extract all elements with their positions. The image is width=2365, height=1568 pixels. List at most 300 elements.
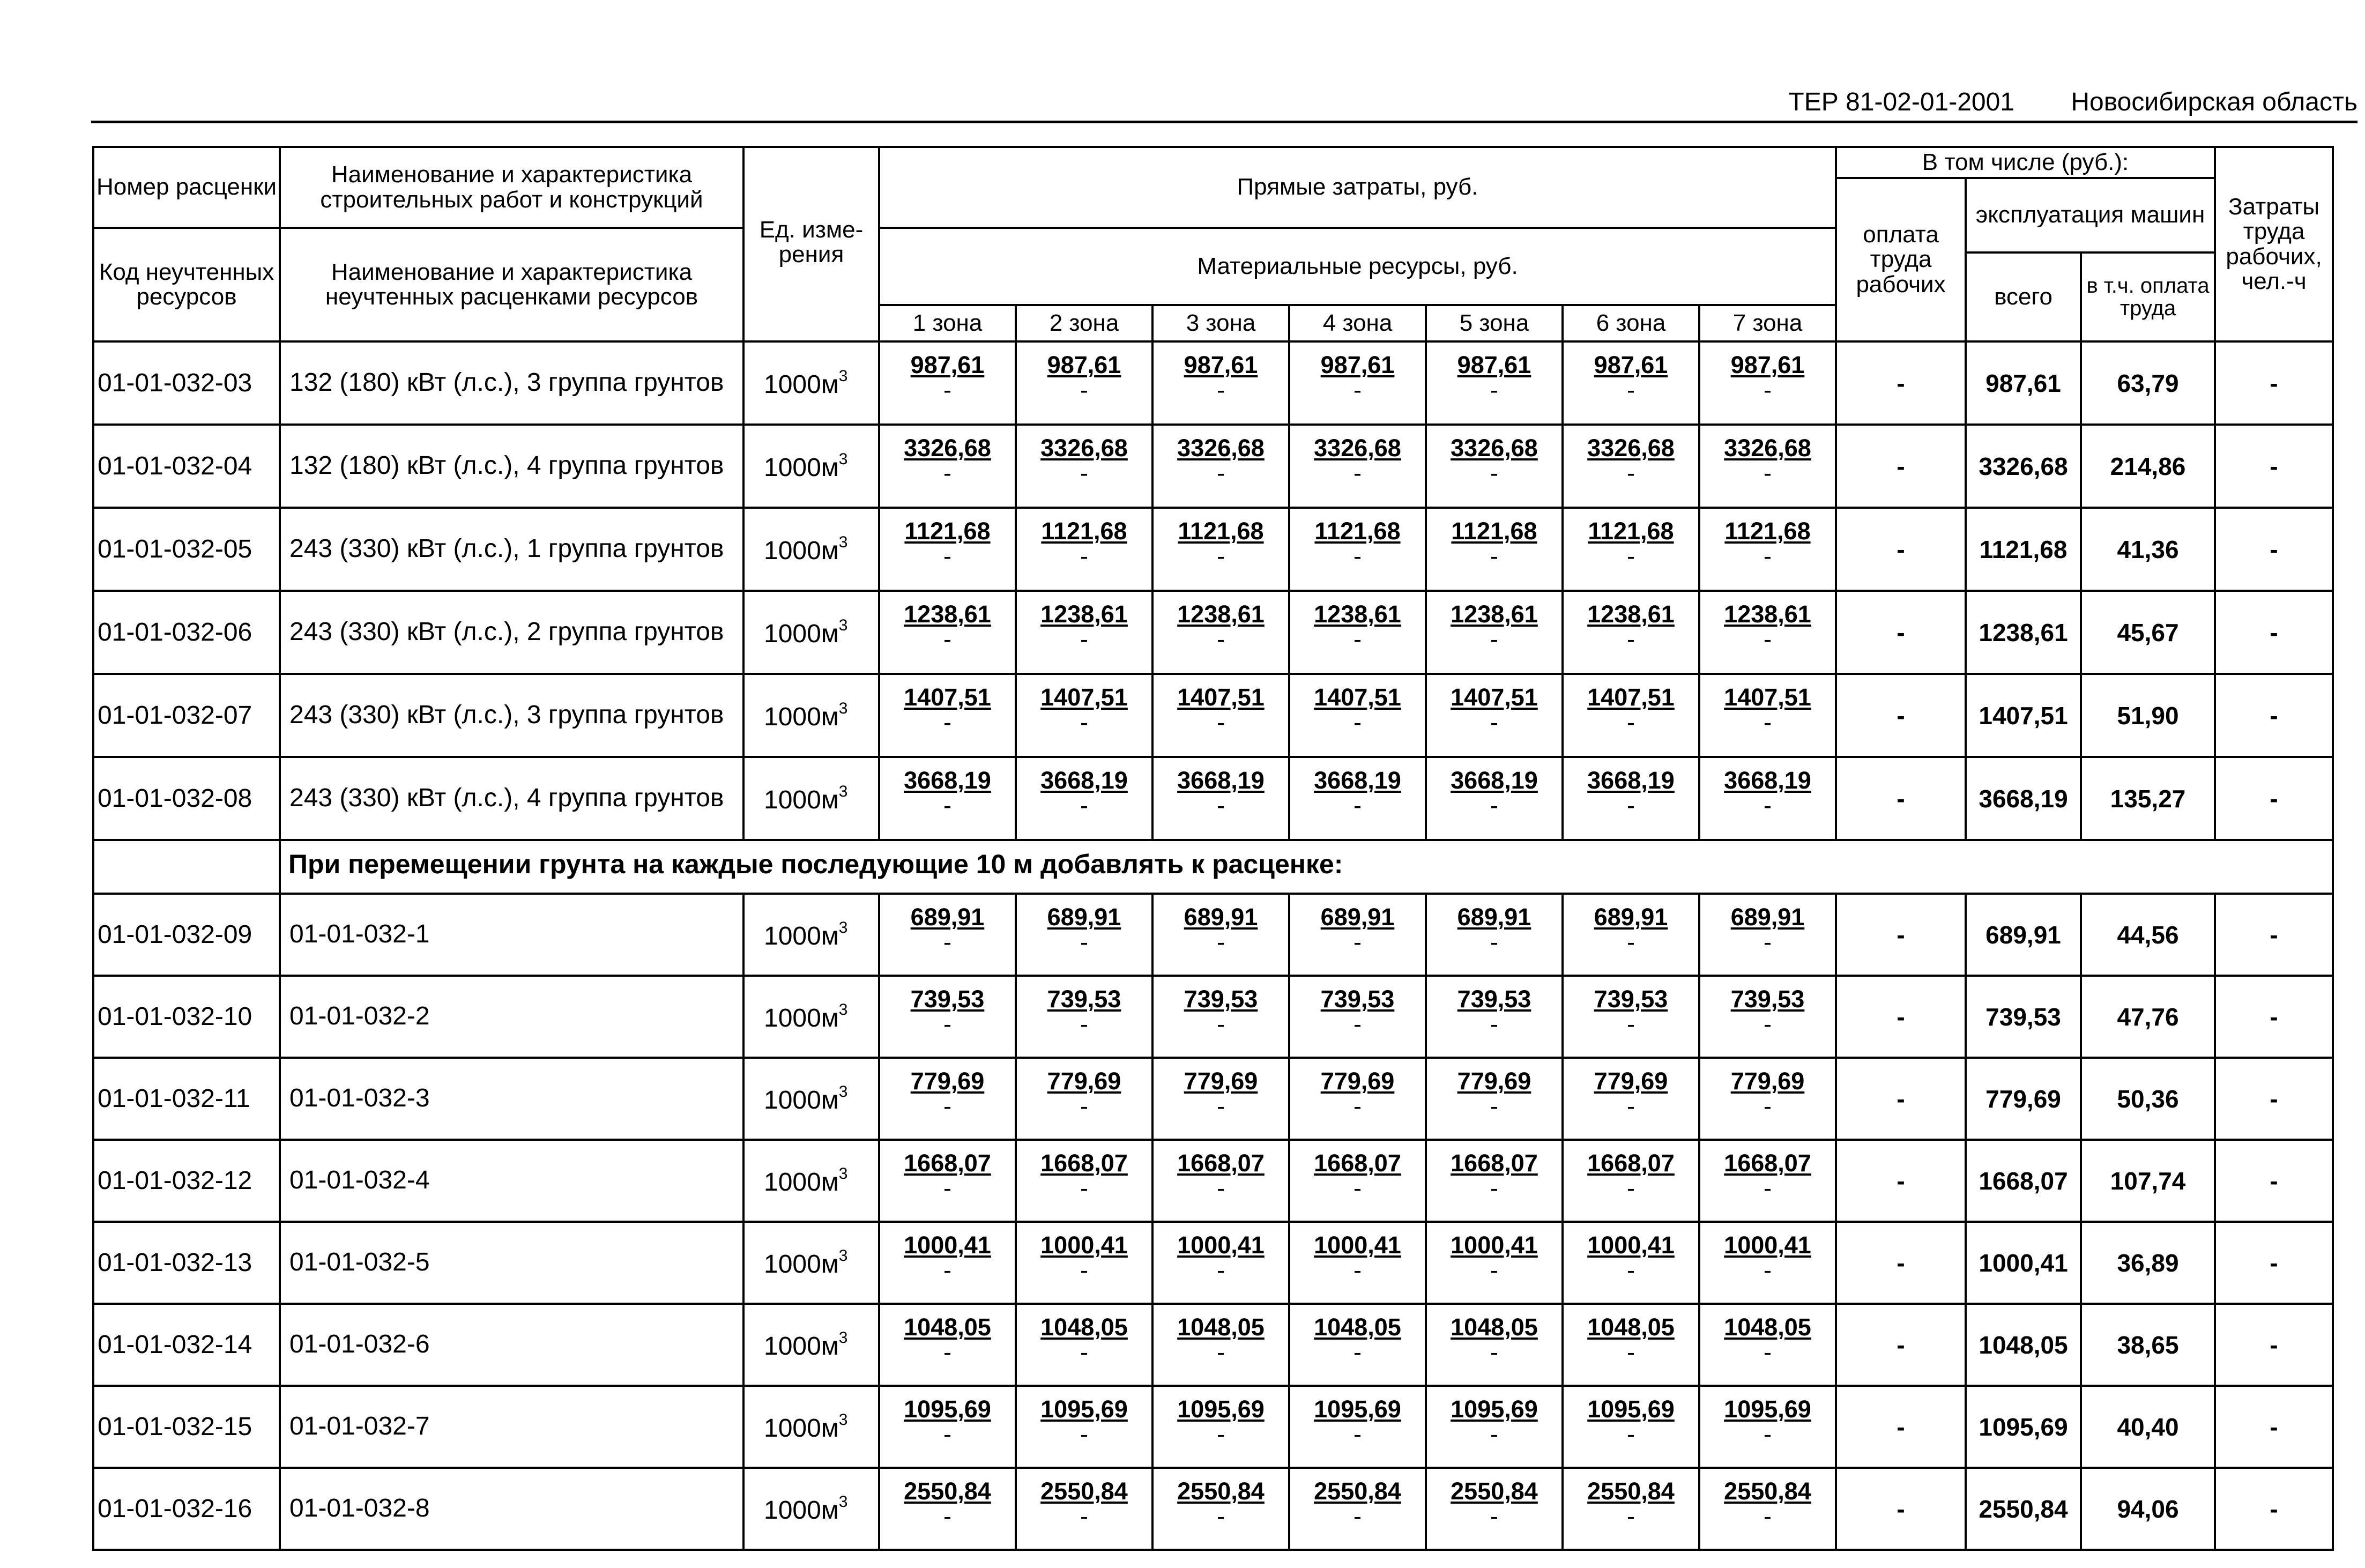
- rate-name: 01-01-032-5: [280, 1222, 743, 1304]
- direct-cost-value: 1668,07: [1040, 1149, 1128, 1177]
- zone-6-value: [1563, 757, 1699, 840]
- zone-5-value: [1426, 341, 1563, 425]
- direct-cost-value: 2550,84: [1587, 1477, 1675, 1505]
- header-labor-pay: оплата труда рабочих: [1836, 178, 1966, 341]
- material-cost-value: -: [1353, 626, 1362, 653]
- machine-labor-value: 45,67: [2081, 591, 2215, 674]
- rate-name: 01-01-032-2: [280, 976, 743, 1058]
- direct-cost-value: 739,53: [1594, 985, 1668, 1013]
- machine-total-value: 1407,51: [1966, 674, 2081, 757]
- header-zone-3: 3 зона: [1152, 305, 1289, 341]
- machine-total-value: 3668,19: [1966, 757, 2081, 840]
- zone-7-value: [1699, 1058, 1836, 1140]
- unit-exponent: 3: [838, 700, 848, 717]
- direct-cost-value: 2550,84: [904, 1477, 991, 1505]
- direct-cost-value: 2550,84: [1314, 1477, 1401, 1505]
- machine-labor-value: 36,89: [2081, 1222, 2215, 1304]
- zone-7-value: [1699, 1140, 1836, 1222]
- direct-cost-value: 689,91: [1320, 903, 1395, 931]
- zone-3-value: [1152, 508, 1289, 591]
- machine-total-value: 739,53: [1966, 976, 2081, 1058]
- machine-total-value: 1095,69: [1966, 1386, 2081, 1468]
- direct-cost-value: 1121,68: [1724, 517, 1811, 545]
- header-machine-labor-pay: в т.ч. оплата труда: [2081, 252, 2215, 341]
- machine-labor-value: 94,06: [2081, 1468, 2215, 1550]
- material-cost-value: -: [1080, 1093, 1088, 1120]
- zone-2-value: [1016, 1140, 1152, 1222]
- direct-cost-value: 1095,69: [1451, 1395, 1538, 1423]
- zone-7-value: [1699, 508, 1836, 591]
- direct-cost-value: 779,69: [1594, 1067, 1668, 1095]
- material-cost-value: -: [943, 1175, 951, 1202]
- zone-7-value: [1699, 674, 1836, 757]
- material-cost-value: -: [1080, 1257, 1088, 1284]
- rows-top: [93, 341, 2333, 840]
- zone-5-value: [1426, 757, 1563, 840]
- labor-hours-value: -: [2215, 1468, 2333, 1550]
- direct-cost-value: 1095,69: [1724, 1395, 1811, 1423]
- direct-cost-value: 1095,69: [904, 1395, 991, 1423]
- direct-cost-value: 689,91: [1184, 903, 1258, 931]
- zone-2-value: [1016, 1468, 1152, 1550]
- unit-base: 1000м: [764, 620, 839, 648]
- machine-labor-value: 41,36: [2081, 508, 2215, 591]
- direct-cost-value: 1048,05: [1587, 1313, 1675, 1341]
- direct-cost-value: 987,61: [1184, 351, 1258, 378]
- zone-2-value: [1016, 1222, 1152, 1304]
- labor-pay-value: -: [1836, 591, 1966, 674]
- unit-base: 1000м: [764, 454, 839, 482]
- rate-code: 01-01-032-10: [93, 976, 280, 1058]
- rate-code: 01-01-032-15: [93, 1386, 280, 1468]
- material-cost-value: -: [1080, 1503, 1088, 1530]
- material-cost-value: -: [1217, 1093, 1225, 1120]
- header-including: В том числе (руб.):: [1836, 147, 2215, 178]
- material-cost-value: -: [943, 1339, 951, 1366]
- direct-cost-value: 1668,07: [904, 1149, 991, 1177]
- unit-base: 1000м: [764, 537, 839, 565]
- machine-total-value: 1000,41: [1966, 1222, 2081, 1304]
- rate-code: 01-01-032-14: [93, 1304, 280, 1386]
- zone-6-value: [1563, 1222, 1699, 1304]
- zone-7-value: [1699, 1304, 1836, 1386]
- machine-total-value: 1048,05: [1966, 1304, 2081, 1386]
- material-cost-value: -: [1764, 1093, 1772, 1120]
- direct-cost-value: 3668,19: [1177, 767, 1265, 794]
- rate-code: 01-01-032-04: [93, 425, 280, 508]
- zone-6-value: [1563, 1468, 1699, 1550]
- unit-cell: [743, 1058, 879, 1140]
- material-cost-value: -: [1080, 459, 1088, 487]
- direct-cost-value: 689,91: [1047, 903, 1121, 931]
- zone-3-value: [1152, 1222, 1289, 1304]
- material-cost-value: -: [1490, 1339, 1498, 1366]
- unit-cell: [743, 1140, 879, 1222]
- labor-pay-value: -: [1836, 976, 1966, 1058]
- direct-cost-value: 1000,41: [1040, 1231, 1128, 1259]
- header-zone-4: 4 зона: [1289, 305, 1426, 341]
- material-cost-value: -: [1490, 1010, 1498, 1038]
- labor-hours-value: -: [2215, 508, 2333, 591]
- labor-pay-value: -: [1836, 425, 1966, 508]
- direct-cost-value: 1048,05: [1040, 1313, 1128, 1341]
- zone-5-value: [1426, 976, 1563, 1058]
- material-cost-value: -: [943, 1010, 951, 1038]
- direct-cost-value: 1407,51: [904, 683, 991, 711]
- table-row: [93, 591, 2333, 674]
- direct-cost-value: 1238,61: [1314, 600, 1401, 628]
- material-cost-value: -: [1627, 1339, 1635, 1366]
- direct-cost-value: 1048,05: [1451, 1313, 1538, 1341]
- zone-2-value: [1016, 1304, 1152, 1386]
- table-row: [93, 1304, 2333, 1386]
- machine-total-value: 1121,68: [1966, 508, 2081, 591]
- zone-4-value: [1289, 1140, 1426, 1222]
- direct-cost-value: 987,61: [910, 351, 985, 378]
- unit-exponent: 3: [838, 533, 848, 551]
- material-cost-value: -: [1764, 1257, 1772, 1284]
- material-cost-value: -: [1490, 1421, 1498, 1448]
- zone-4-value: [1289, 976, 1426, 1058]
- zone-4-value: [1289, 757, 1426, 840]
- labor-hours-value: -: [2215, 1222, 2333, 1304]
- material-cost-value: -: [1764, 928, 1772, 956]
- material-cost-value: -: [943, 1421, 951, 1448]
- direct-cost-value: 1121,68: [1588, 517, 1674, 545]
- labor-pay-value: -: [1836, 1386, 1966, 1468]
- direct-cost-value: 689,91: [1457, 903, 1531, 931]
- header-zone-6: 6 зона: [1563, 305, 1699, 341]
- machine-labor-value: 51,90: [2081, 674, 2215, 757]
- direct-cost-value: 1668,07: [1451, 1149, 1538, 1177]
- material-cost-value: -: [1080, 928, 1088, 956]
- material-cost-value: -: [943, 543, 951, 570]
- unit-cell: [743, 425, 879, 508]
- material-cost-value: -: [1217, 543, 1225, 570]
- unit-cell: [743, 757, 879, 840]
- material-cost-value: -: [1627, 928, 1635, 956]
- labor-pay-value: -: [1836, 674, 1966, 757]
- zone-7-value: [1699, 976, 1836, 1058]
- unit-cell: [743, 1304, 879, 1386]
- direct-cost-value: 739,53: [1730, 985, 1805, 1013]
- rate-code: 01-01-032-03: [93, 341, 280, 425]
- direct-cost-value: 3668,19: [1314, 767, 1401, 794]
- machine-total-value: 1668,07: [1966, 1140, 2081, 1222]
- zone-1-value: [879, 1386, 1016, 1468]
- labor-hours-value: -: [2215, 894, 2333, 976]
- rate-code: 01-01-032-08: [93, 757, 280, 840]
- material-cost-value: -: [1080, 376, 1088, 404]
- labor-hours-value: -: [2215, 674, 2333, 757]
- zone-3-value: [1152, 674, 1289, 757]
- zone-4-value: [1289, 894, 1426, 976]
- direct-cost-value: 3326,68: [1040, 434, 1128, 462]
- material-cost-value: -: [1217, 1010, 1225, 1038]
- material-cost-value: -: [943, 459, 951, 487]
- unit-exponent: 3: [838, 616, 848, 634]
- material-cost-value: -: [1490, 928, 1498, 956]
- labor-hours-value: -: [2215, 757, 2333, 840]
- direct-cost-value: 1048,05: [1314, 1313, 1401, 1341]
- zone-4-value: [1289, 1304, 1426, 1386]
- zone-3-value: [1152, 425, 1289, 508]
- unit-cell: [743, 508, 879, 591]
- material-cost-value: -: [1217, 1421, 1225, 1448]
- header-rate-number: Номер расценки: [93, 147, 280, 228]
- material-cost-value: -: [1627, 1421, 1635, 1448]
- table-row: [93, 1386, 2333, 1468]
- labor-hours-value: -: [2215, 341, 2333, 425]
- material-cost-value: -: [1080, 709, 1088, 737]
- header-machine-total: всего: [1966, 252, 2081, 341]
- direct-cost-value: 1095,69: [1040, 1395, 1128, 1423]
- direct-cost-value: 779,69: [910, 1067, 985, 1095]
- labor-hours-value: -: [2215, 1140, 2333, 1222]
- material-cost-value: -: [1490, 459, 1498, 487]
- direct-cost-value: 1000,41: [1314, 1231, 1401, 1259]
- zone-6-value: [1563, 674, 1699, 757]
- material-cost-value: -: [1353, 1257, 1362, 1284]
- zone-7-value: [1699, 341, 1836, 425]
- table-row: [93, 976, 2333, 1058]
- table-row: [93, 425, 2333, 508]
- header-zone-2: 2 зона: [1016, 305, 1152, 341]
- zone-1-value: [879, 1222, 1016, 1304]
- direct-cost-value: 1238,61: [1587, 600, 1675, 628]
- document-code: ТЕР 81-02-01-2001: [1788, 88, 2014, 116]
- labor-hours-value: -: [2215, 591, 2333, 674]
- rate-code: 01-01-032-11: [93, 1058, 280, 1140]
- material-cost-value: -: [1353, 543, 1362, 570]
- material-cost-value: -: [1490, 1175, 1498, 1202]
- unit-exponent: 3: [838, 1165, 848, 1183]
- direct-cost-value: 1121,68: [1041, 517, 1127, 545]
- direct-cost-value: 987,61: [1320, 351, 1395, 378]
- rate-code: 01-01-032-13: [93, 1222, 280, 1304]
- labor-hours-value: -: [2215, 1386, 2333, 1468]
- direct-cost-value: 2550,84: [1451, 1477, 1538, 1505]
- direct-cost-value: 1000,41: [1177, 1231, 1265, 1259]
- zone-4-value: [1289, 1058, 1426, 1140]
- direct-cost-value: 1668,07: [1724, 1149, 1811, 1177]
- material-cost-value: -: [1217, 376, 1225, 404]
- section-note: При перемещении грунта на каждые последующие 10 м добавлять к расценке:: [280, 840, 2333, 894]
- machine-total-value: 779,69: [1966, 1058, 2081, 1140]
- material-cost-value: -: [943, 626, 951, 653]
- material-cost-value: -: [1764, 1175, 1772, 1202]
- table-row: [93, 1468, 2333, 1550]
- section-note-group: [93, 840, 2333, 894]
- zone-2-value: [1016, 1386, 1152, 1468]
- material-cost-value: -: [1217, 928, 1225, 956]
- zone-3-value: [1152, 1058, 1289, 1140]
- header-unaccounted-name: Наименование и характеристика неучтенных расценками ресурсов: [280, 228, 743, 341]
- unit-base: 1000м: [764, 1496, 839, 1525]
- unit-exponent: 3: [838, 1329, 848, 1347]
- material-cost-value: -: [1764, 792, 1772, 820]
- zone-6-value: [1563, 341, 1699, 425]
- machine-labor-value: 38,65: [2081, 1304, 2215, 1386]
- material-cost-value: -: [1217, 459, 1225, 487]
- rate-name: 01-01-032-7: [280, 1386, 743, 1468]
- unit-base: 1000м: [764, 1332, 839, 1361]
- unit-exponent: 3: [838, 1247, 848, 1265]
- table-row: [93, 894, 2333, 976]
- machine-labor-value: 63,79: [2081, 341, 2215, 425]
- zone-6-value: [1563, 1058, 1699, 1140]
- direct-cost-value: 1121,68: [1178, 517, 1264, 545]
- material-cost-value: -: [943, 376, 951, 404]
- material-cost-value: -: [1490, 376, 1498, 404]
- labor-pay-value: -: [1836, 508, 1966, 591]
- direct-cost-value: 1000,41: [1451, 1231, 1538, 1259]
- unit-base: 1000м: [764, 703, 839, 731]
- zone-6-value: [1563, 1304, 1699, 1386]
- material-cost-value: -: [943, 1503, 951, 1530]
- labor-pay-value: -: [1836, 894, 1966, 976]
- material-cost-value: -: [1353, 792, 1362, 820]
- material-cost-value: -: [1217, 626, 1225, 653]
- zone-1-value: [879, 425, 1016, 508]
- zone-3-value: [1152, 341, 1289, 425]
- rate-code: 01-01-032-07: [93, 674, 280, 757]
- direct-cost-value: 779,69: [1730, 1067, 1805, 1095]
- zone-4-value: [1289, 591, 1426, 674]
- machine-total-value: 689,91: [1966, 894, 2081, 976]
- zone-1-value: [879, 976, 1016, 1058]
- direct-cost-value: 1121,68: [904, 517, 991, 545]
- labor-hours-value: -: [2215, 425, 2333, 508]
- zone-3-value: [1152, 1386, 1289, 1468]
- machine-labor-value: 214,86: [2081, 425, 2215, 508]
- zone-1-value: [879, 894, 1016, 976]
- table-row: [93, 674, 2333, 757]
- material-cost-value: -: [1217, 792, 1225, 820]
- zone-1-value: [879, 1304, 1016, 1386]
- zone-6-value: [1563, 591, 1699, 674]
- labor-hours-value: -: [2215, 1058, 2333, 1140]
- labor-pay-value: -: [1836, 757, 1966, 840]
- zone-1-value: [879, 757, 1016, 840]
- material-cost-value: -: [1490, 1093, 1498, 1120]
- unit-base: 1000м: [764, 1086, 839, 1114]
- rate-name: 243 (330) кВт (л.с.), 1 группа грунтов: [280, 508, 743, 591]
- material-cost-value: -: [1080, 626, 1088, 653]
- zone-7-value: [1699, 1468, 1836, 1550]
- unit-exponent: 3: [838, 919, 848, 937]
- labor-hours-value: -: [2215, 1304, 2333, 1386]
- material-cost-value: -: [1217, 1503, 1225, 1530]
- material-cost-value: -: [1764, 376, 1772, 404]
- labor-pay-value: -: [1836, 1304, 1966, 1386]
- material-cost-value: -: [1764, 1421, 1772, 1448]
- direct-cost-value: 1238,61: [1451, 600, 1538, 628]
- direct-cost-value: 739,53: [1184, 985, 1258, 1013]
- direct-cost-value: 3668,19: [1451, 767, 1538, 794]
- material-cost-value: -: [943, 709, 951, 737]
- material-cost-value: -: [1627, 1257, 1635, 1284]
- material-cost-value: -: [1353, 1339, 1362, 1366]
- material-cost-value: -: [1764, 1010, 1772, 1038]
- unit-cell: [743, 1468, 879, 1550]
- machine-labor-value: 44,56: [2081, 894, 2215, 976]
- machine-labor-value: 135,27: [2081, 757, 2215, 840]
- rate-name: 243 (330) кВт (л.с.), 2 группа грунтов: [280, 591, 743, 674]
- machine-labor-value: 50,36: [2081, 1058, 2215, 1140]
- direct-cost-value: 1048,05: [904, 1313, 991, 1341]
- direct-cost-value: 1238,61: [1040, 600, 1128, 628]
- rate-name: 01-01-032-1: [280, 894, 743, 976]
- zone-7-value: [1699, 591, 1836, 674]
- unit-base: 1000м: [764, 786, 839, 814]
- unit-cell: [743, 1386, 879, 1468]
- direct-cost-value: 1238,61: [1724, 600, 1811, 628]
- direct-cost-value: 3668,19: [904, 767, 991, 794]
- material-cost-value: -: [1764, 709, 1772, 737]
- material-cost-value: -: [1217, 1175, 1225, 1202]
- zone-2-value: [1016, 425, 1152, 508]
- zone-5-value: [1426, 1386, 1563, 1468]
- labor-hours-value: -: [2215, 976, 2333, 1058]
- material-cost-value: -: [1627, 376, 1635, 404]
- direct-cost-value: 3668,19: [1040, 767, 1128, 794]
- unit-exponent: 3: [838, 783, 848, 800]
- direct-cost-value: 1000,41: [904, 1231, 991, 1259]
- direct-cost-value: 689,91: [1594, 903, 1668, 931]
- zone-5-value: [1426, 591, 1563, 674]
- header-unaccounted-code: Код неучтенных ресурсов: [93, 228, 280, 341]
- direct-cost-value: 1407,51: [1724, 683, 1811, 711]
- zone-4-value: [1289, 508, 1426, 591]
- zone-6-value: [1563, 976, 1699, 1058]
- zone-6-value: [1563, 425, 1699, 508]
- direct-cost-value: 3326,68: [1314, 434, 1401, 462]
- labor-pay-value: -: [1836, 1058, 1966, 1140]
- direct-cost-value: 779,69: [1184, 1067, 1258, 1095]
- rate-code: 01-01-032-05: [93, 508, 280, 591]
- material-cost-value: -: [1490, 792, 1498, 820]
- rate-code: 01-01-032-16: [93, 1468, 280, 1550]
- material-cost-value: -: [943, 792, 951, 820]
- header-machine-operation: эксплуатация машин: [1966, 178, 2215, 252]
- direct-cost-value: 739,53: [1047, 985, 1121, 1013]
- direct-cost-value: 3668,19: [1724, 767, 1811, 794]
- zone-7-value: [1699, 757, 1836, 840]
- direct-cost-value: 3326,68: [904, 434, 991, 462]
- direct-cost-value: 3326,68: [1177, 434, 1265, 462]
- rate-name: 01-01-032-4: [280, 1140, 743, 1222]
- unit-cell: [743, 341, 879, 425]
- zone-6-value: [1563, 508, 1699, 591]
- unit-cell: [743, 674, 879, 757]
- zone-4-value: [1289, 341, 1426, 425]
- header-direct-costs: Прямые затраты, руб.: [879, 147, 1836, 228]
- direct-cost-value: 1407,51: [1177, 683, 1265, 711]
- direct-cost-value: 1407,51: [1587, 683, 1675, 711]
- zone-6-value: [1563, 1140, 1699, 1222]
- zone-4-value: [1289, 1468, 1426, 1550]
- header-zone-7: 7 зона: [1699, 305, 1836, 341]
- unit-cell: [743, 1222, 879, 1304]
- unit-exponent: 3: [838, 450, 848, 468]
- material-cost-value: -: [1764, 1339, 1772, 1366]
- unit-exponent: 3: [838, 1001, 848, 1019]
- material-cost-value: -: [943, 1093, 951, 1120]
- labor-pay-value: -: [1836, 341, 1966, 425]
- material-cost-value: -: [1490, 1503, 1498, 1530]
- zone-2-value: [1016, 341, 1152, 425]
